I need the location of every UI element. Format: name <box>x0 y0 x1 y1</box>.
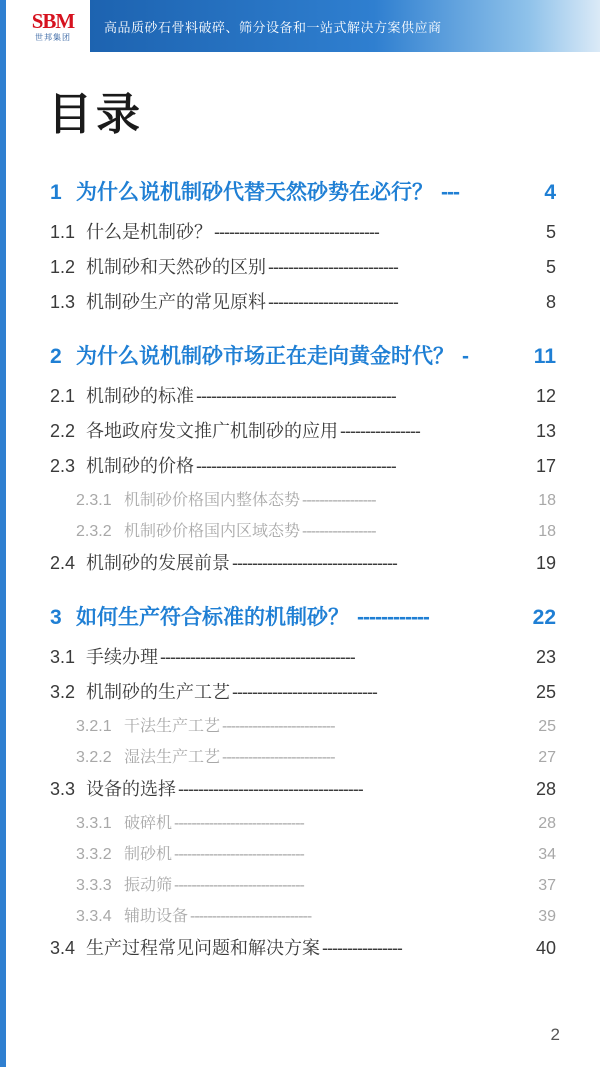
toc-entry-title: 机制砂的价格 <box>86 456 194 476</box>
toc-entry-title: 破碎机 <box>124 815 173 832</box>
toc-entry-number: 2.3 <box>50 456 76 476</box>
toc-entry-page: 19 <box>535 553 556 573</box>
toc-leader-dots: - <box>462 345 468 368</box>
toc-leader-dots: ------------------------------ <box>174 846 304 863</box>
toc-entry[interactable] <box>50 382 556 408</box>
toc-entry[interactable] <box>50 841 556 864</box>
toc-leader-dots: --------------------------------- <box>214 222 379 242</box>
toc-leader-dots: -------------------------- <box>222 718 335 735</box>
toc-leader-dots: ----------------------------- <box>232 682 377 702</box>
toc-entry[interactable] <box>50 872 556 895</box>
toc-chapter-page: 22 <box>532 606 556 629</box>
toc-entry-page: 18 <box>538 523 556 540</box>
toc-entry[interactable] <box>50 775 556 801</box>
toc-entry[interactable] <box>50 903 556 926</box>
toc-entry-page: 23 <box>535 647 556 667</box>
toc-entry-title: 干法生产工艺 <box>124 718 221 735</box>
toc-leader-dots: ------------ <box>357 606 429 629</box>
toc-entry-page: 13 <box>535 421 556 441</box>
toc-entry[interactable] <box>50 487 556 510</box>
toc-entry[interactable] <box>50 549 556 575</box>
page-title: 目录 <box>48 90 144 139</box>
header-banner-text: 高品质砂石骨料破碎、筛分设备和一站式解决方案供应商 <box>104 19 442 35</box>
toc-entry-title: 机制砂价格国内整体态势 <box>124 492 301 509</box>
toc-chapter <box>50 176 556 314</box>
toc-leader-dots: ---------------------------- <box>190 908 312 925</box>
toc-entry-page: 40 <box>535 938 556 958</box>
toc-entry-page: 25 <box>535 682 556 702</box>
toc-entry[interactable] <box>50 643 556 669</box>
toc-entry-page: 34 <box>538 846 556 863</box>
toc-entry-title: 制砂机 <box>124 846 173 863</box>
toc-entry-number: 3.1 <box>50 647 76 667</box>
toc-entry-title: 湿法生产工艺 <box>124 749 221 766</box>
toc-entry-page: 25 <box>538 718 556 735</box>
toc-entry-number: 2.1 <box>50 386 76 406</box>
toc-chapter-page: 11 <box>533 345 556 368</box>
toc-entry-number: 3.3.1 <box>76 815 112 832</box>
toc-chapter-heading[interactable] <box>50 176 556 206</box>
toc-entry-number: 3.3.4 <box>76 908 112 925</box>
toc-entry-number: 3.2 <box>50 682 76 702</box>
toc-chapter-number: 2 <box>50 345 62 368</box>
toc-entry[interactable] <box>50 713 556 736</box>
toc-chapter-title: 为什么说机制砂市场正在走向黄金时代？ <box>76 345 454 368</box>
page-header <box>6 0 600 52</box>
toc-chapter <box>50 601 556 960</box>
toc-entry-number: 3.3 <box>50 779 76 799</box>
page-number: 2 <box>550 1025 560 1044</box>
toc-leader-dots: ------------------------------------- <box>178 779 363 799</box>
toc-entry-number: 1.2 <box>50 257 76 277</box>
toc-leader-dots: ----------------- <box>302 492 376 509</box>
toc-leader-dots: --------------------------------------- <box>160 647 355 667</box>
toc-leader-dots: ------------------------------ <box>174 815 304 832</box>
toc-leader-dots: --------------------------------- <box>232 553 397 573</box>
toc-entry-page: 8 <box>545 292 556 312</box>
toc-leader-dots: ---------------------------------------- <box>196 386 396 406</box>
toc-entry-page: 17 <box>535 456 556 476</box>
toc-entry-page: 5 <box>545 222 556 242</box>
toc-leader-dots: -------------------------- <box>268 257 398 277</box>
toc-entry-title: 什么是机制砂？ <box>86 222 212 242</box>
toc-entry-title: 辅助设备 <box>124 908 189 925</box>
toc-entry-title: 机制砂价格国内区域态势 <box>124 523 301 540</box>
toc-chapter-heading[interactable] <box>50 340 556 370</box>
toc-entry[interactable] <box>50 253 556 279</box>
toc-entry-title: 生产过程常见问题和解决方案 <box>86 938 320 958</box>
toc-entry-title: 机制砂的标准 <box>86 386 194 406</box>
toc-chapter-heading[interactable] <box>50 601 556 631</box>
toc-entry-number: 3.2.1 <box>76 718 112 735</box>
toc-entry-title: 设备的选择 <box>86 779 176 799</box>
toc-entry-title: 机制砂的发展前景 <box>86 553 230 573</box>
toc-entry-page: 39 <box>538 908 556 925</box>
toc-entry-number: 1.1 <box>50 222 76 242</box>
toc-entry-number: 3.4 <box>50 938 76 958</box>
toc-entry-title: 手续办理 <box>86 647 158 667</box>
toc-entry[interactable] <box>50 678 556 704</box>
toc-entry-number: 3.3.3 <box>76 877 112 894</box>
toc-entry-page: 37 <box>538 877 556 894</box>
toc-leader-dots: --- <box>441 181 459 204</box>
toc-entry-number: 2.3.1 <box>76 492 112 509</box>
toc-leader-dots: -------------------------- <box>268 292 398 312</box>
toc-leader-dots: -------------------------- <box>222 749 335 766</box>
company-logo <box>6 0 90 52</box>
logo-subtitle-text: 世邦集团 <box>35 32 71 42</box>
toc-entry[interactable] <box>50 934 556 960</box>
toc-entry-title: 机制砂生产的常见原料 <box>86 292 266 312</box>
toc-entry-title: 振动筛 <box>124 877 173 894</box>
toc-entry-number: 3.2.2 <box>76 749 112 766</box>
toc-entry[interactable] <box>50 518 556 541</box>
toc-entry-number: 1.3 <box>50 292 76 312</box>
toc-chapter-title: 为什么说机制砂代替天然砂势在必行？ <box>76 181 433 204</box>
toc-chapter-title: 如何生产符合标准的机制砂？ <box>76 606 349 629</box>
table-of-contents <box>6 142 600 960</box>
toc-leader-dots: ---------------- <box>322 938 402 958</box>
toc-entry-page: 18 <box>538 492 556 509</box>
toc-leader-dots: ------------------------------ <box>174 877 304 894</box>
logo-mark-text: SBM <box>31 8 75 33</box>
toc-entry-number: 2.2 <box>50 421 76 441</box>
toc-leader-dots: ---------------- <box>340 421 420 441</box>
toc-entry-page: 5 <box>545 257 556 277</box>
toc-leader-dots: ----------------- <box>302 523 376 540</box>
toc-chapter <box>50 340 556 575</box>
toc-entry[interactable] <box>50 810 556 833</box>
toc-entry-title: 机制砂的生产工艺 <box>86 682 230 702</box>
toc-chapter-number: 1 <box>50 181 62 204</box>
toc-entry-number: 2.4 <box>50 553 76 573</box>
toc-entry[interactable] <box>50 744 556 767</box>
toc-entry-page: 28 <box>538 815 556 832</box>
toc-entry-page: 27 <box>538 749 556 766</box>
toc-leader-dots: ---------------------------------------- <box>196 456 396 476</box>
toc-entry-page: 12 <box>535 386 556 406</box>
toc-entry-number: 2.3.2 <box>76 523 112 540</box>
toc-entry[interactable] <box>50 288 556 314</box>
toc-entry[interactable] <box>50 452 556 478</box>
toc-entry-title: 各地政府发文推广机制砂的应用 <box>86 421 338 441</box>
toc-chapter-number: 3 <box>50 606 62 629</box>
toc-entry-title: 机制砂和天然砂的区别 <box>86 257 266 277</box>
toc-entry[interactable] <box>50 218 556 244</box>
toc-entry-number: 3.3.2 <box>76 846 112 863</box>
toc-chapter-page: 4 <box>544 181 556 204</box>
toc-entry-page: 28 <box>535 779 556 799</box>
toc-entry[interactable] <box>50 417 556 443</box>
